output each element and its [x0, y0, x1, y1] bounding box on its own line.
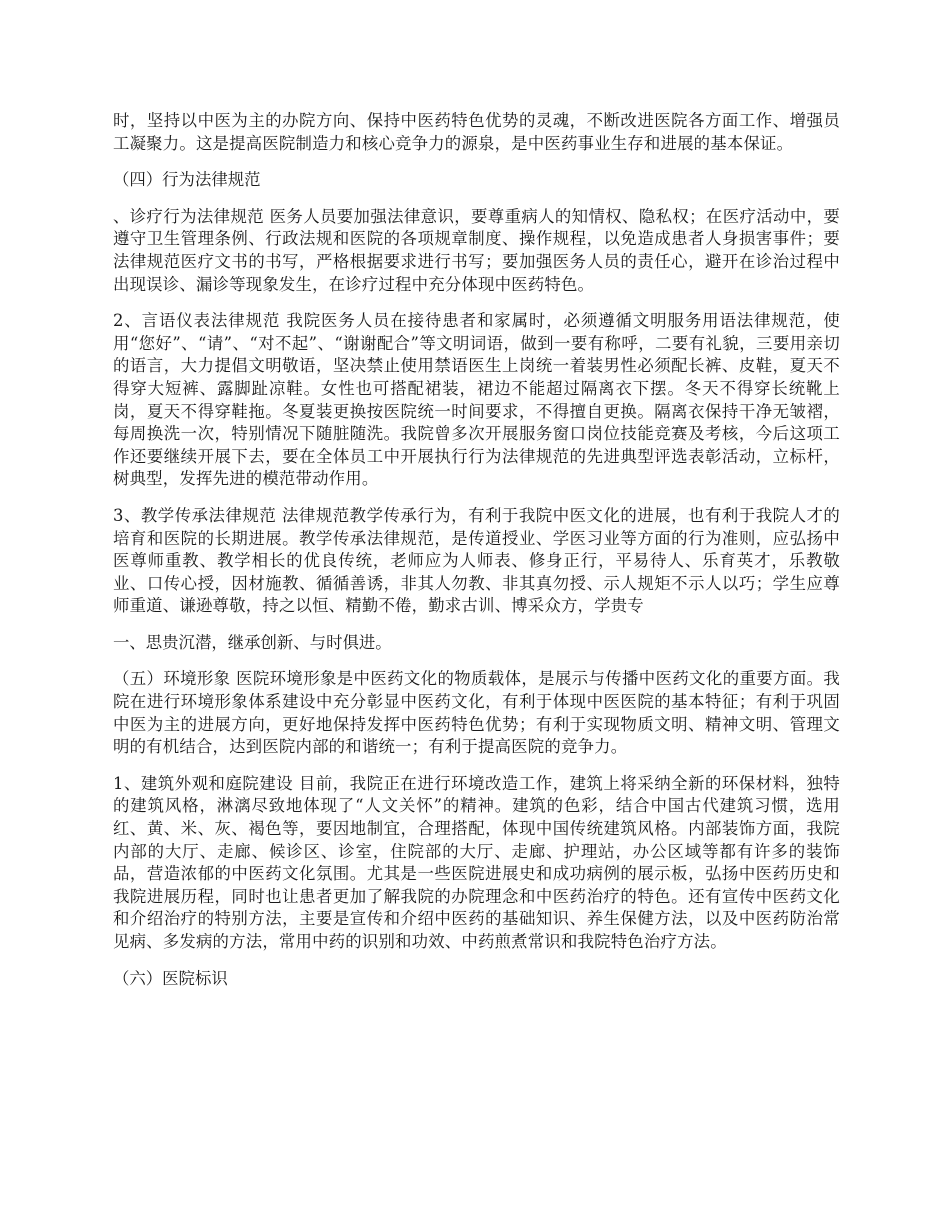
section-heading-hospital-logo: （六）医院标识 [113, 968, 228, 988]
section-heading-behavior-norms: （四）行为法律规范 [113, 170, 261, 190]
paragraph-intro: 时，坚持以中医为主的办院方向、保持中医药特色优势的灵魂，不断改进医院各方面工作、增强员工凝聚力。这是提高医院制造力和核心竞争力的源泉，是中医药事业生存和进展的基本保证。 [113, 111, 840, 153]
paragraph-environment-image: （五）环境形象 医院环境形象是中医药文化的物质载体，是展示与传播中医药文化的重要方面。我院在进行环境形象体系建设中充分彰显中医药文化，有利于体现中医医院的基本特征；有利于巩固中医为主的进展方向，更好地保持发挥中医药特色优势；有利于实现物质文明、精神文明、管理文明的有机结合，达到医院内部的和谐统一；有利于提高医院的竞争力。 [113, 669, 840, 757]
paragraph-speech-appearance-norms: 2、言语仪表法律规范 我院医务人员在接待患者和家属时，必须遵循文明服务用语法律规范，使用“您好”、“请”、“对不起”、“谢谢配合”等文明词语，做到一要有称呼，二要有礼貌，三要用亲切的语言，大力提倡文明敬语，坚决禁止使用禁语医生上岗统一着装男性必须配长裤、皮鞋，夏天不得穿大短裤、露脚趾凉鞋。女性也可搭配裙装，裙边不能超过隔离衣下摆。冬天不得穿长统靴上岗，夏天不得穿鞋拖。冬夏装更换按医院统一时间要求，不得擅自更换。隔离衣保持干净无皱褶，每周换洗一次，特别情况下随脏随洗。我院曾多次开展服务窗口岗位技能竞赛及考核，今后这项工作还要继续开展下去，要在全体员工中开展执行行为法律规范的先进典型评选表彰活动，立标杆，树典型，发挥先进的模范带动作用。 [113, 311, 840, 489]
paragraph-building-courtyard: 1、建筑外观和庭院建设 目前，我院正在进行环境改造工作，建筑上将采纳全新的环保材料，独特的建筑风格，淋漓尽致地体现了“人文关怀”的精神。建筑的色彩，结合中国古代建筑习惯，选用红、黄、米、灰、褐色等，要因地制宜，合理搭配，体现中国传统建筑风格。内部装饰方面，我院内部的大厅、走廊、候诊区、诊室，住院部的大厅、走廊、护理站，办公区域等都有许多的装饰品，营造浓郁的中医药文化氛围。尤其是一些医院进展史和成功病例的展示板，弘扬中医药历史和我院进展历程，同时也让患者更加了解我院的办院理念和中医药治疗的特色。还有宣传中医药文化和介绍治疗的特别方法，主要是宣传和介绍中医药的基础知识、养生保健方法，以及中医药防治常见病、多发病的方法，常用中药的识别和功效、中药煎煮常识和我院特色治疗方法。 [113, 773, 840, 951]
paragraph-teaching-norms: 3、教学传承法律规范 法律规范教学传承行为，有利于我院中医文化的进展，也有利于我院人才的培育和医院的长期进展。教学传承法律规范，是传道授业、学医习业等方面的行为准则，应弘扬中医尊师重教、教学相长的优良传统，老师应为人师表、修身正行，平易待人、乐育英才，乐教敬业、口传心授，因材施教、循循善诱，非其人勿教、非其真勿授、示人规矩不示人以巧；学生应尊师重道、谦逊尊敬，持之以恒、精勤不倦，勤求古训、博采众方，学贵专 [113, 505, 840, 616]
paragraph-innovation: 一、思贵沉潜，继承创新、与时俱进。 [113, 632, 392, 652]
document-page [113, 110, 840, 1004]
paragraph-diagnosis-norms: 、诊疗行为法律规范 医务人员要加强法律意识，要尊重病人的知情权、隐私权；在医疗活动中，要遵守卫生管理条例、行政法规和医院的各项规章制度、操作规程，以免造成患者人身损害事件；要法律规范医疗文书的书写，严格根据要求进行书写；要加强医务人员的责任心，避开在诊治过程中出现误诊、漏诊等现象发生，在诊疗过程中充分体现中医药特色。 [113, 206, 840, 294]
